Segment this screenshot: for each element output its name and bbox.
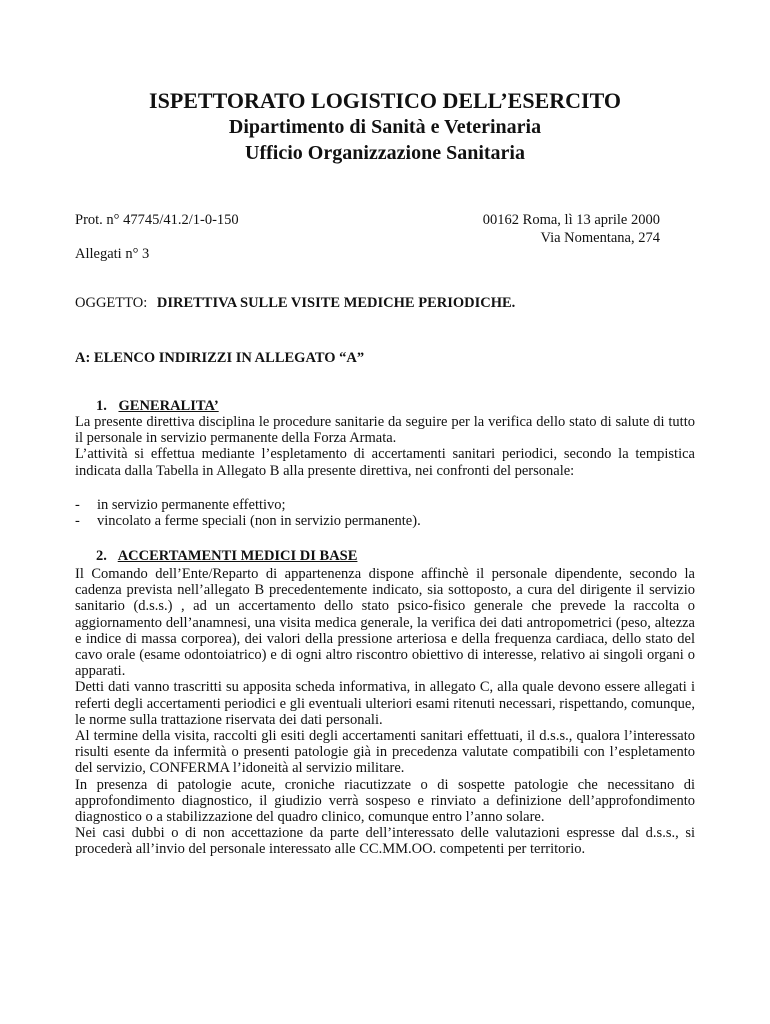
paragraph: Il Comando dell’Ente/Reparto di appartenenza dispone affinchè il personale dipendente, secondo la cadenza prevista nell’allegato B precedentemente indicato, sia sottoposto, a cura del dirigente il servizio sanitario (d.s.s.) , ad un accertamento dello stato psico-fisico generale che prevede la raccolta o aggiornamento dell’anamnesi, una visita medica generale, la verifica dei dati antropometrici (peso, altezza e indice di massa corporea), dei valori della pressione arteriosa e della frequenza cardiaca, dello stato del cavo orale (esame odontoiatrico) e di ogni altro riscontro obiettivo di interesse, relativo ai singoli organi o apparati.: [75, 566, 695, 680]
protocol-number: Prot. n° 47745/41.2/1-0-150: [75, 212, 239, 228]
letterhead-title: ISPETTORATO LOGISTICO DELL’ESERCITO: [149, 88, 621, 113]
paragraph: Nei casi dubbi o di non accettazione da parte dell’interessato delle valutazioni espresse dal d.s.s., si procederà all’invio del personale interessato alle CC.MM.OO. competenti per territorio.: [75, 825, 695, 858]
annex-heading: A: ELENCO INDIRIZZI IN ALLEGATO “A”: [75, 350, 365, 366]
section-1-title: GENERALITA’: [118, 398, 219, 414]
list-item: [75, 497, 695, 513]
section-2-heading: [96, 548, 357, 564]
list-dash: -: [75, 497, 80, 513]
paragraph: Detti dati vanno trascritti su apposita scheda informativa, in allegato C, alla quale devono essere allegati i referti degli accertamenti periodici e gli eventuali ulteriori esami ritenuti necessari, rispettando, comunque, le norme sulla trattazione riservata dei dati personali.: [75, 679, 695, 728]
section-2-body: [75, 566, 695, 858]
paragraph: Al termine della visita, raccolti gli esiti degli accertamenti sanitari effettuati, il d.s.s., qualora l’interessato risulti esente da infermità o presenti patologie già in precedenza valutate compatibili con l’espletamento del servizio, CONFERMA l’idoneità al servizio militare.: [75, 728, 695, 777]
letterhead: [0, 88, 770, 166]
address: Via Nomentana, 274: [540, 230, 660, 246]
section-1-heading: [96, 398, 219, 414]
section-1-number: 1.: [96, 398, 107, 414]
section-2-number: 2.: [96, 548, 107, 564]
list-item: [75, 513, 695, 529]
subject-text: DIRETTIVA SULLE VISITE MEDICHE PERIODICHE.: [156, 295, 516, 311]
section-1-body: [75, 414, 695, 479]
letterhead-department: Dipartimento di Sanità e Veterinaria: [228, 116, 542, 138]
list-item-text: in servizio permanente effettivo;: [97, 497, 286, 513]
subject-label: OGGETTO:: [75, 295, 148, 311]
attachments-count: Allegati n° 3: [75, 246, 150, 262]
personnel-list: [75, 497, 695, 529]
subject-line: [75, 295, 515, 311]
paragraph: In presenza di patologie acute, croniche riacutizzate o di sospette patologie che necessitano di approfondimento diagnostico, il giudizio verrà sospeso e rinviato a definizione dell’approfondimento diagnostico o a stabilizzazione del quadro clinico, comunque entro l’anno solare.: [75, 776, 695, 826]
section-2-title: ACCERTAMENTI MEDICI DI BASE: [117, 548, 358, 564]
list-dash: -: [75, 513, 80, 530]
paragraph: L’attività si effettua mediante l’espletamento di accertamenti sanitari periodici, secondo la tempistica indicata dalla Tabella in Allegato B alla presente direttiva, nei confronti del personale:: [75, 446, 695, 479]
place-date: 00162 Roma, lì 13 aprile 2000: [482, 212, 660, 228]
list-item-text: vincolato a ferme speciali (non in servizio permanente).: [97, 513, 421, 530]
letterhead-office: Ufficio Organizzazione Sanitaria: [245, 142, 525, 164]
paragraph: La presente direttiva disciplina le procedure sanitarie da seguire per la verifica dello stato di salute di tutto il personale in servizio permanente della Forza Armata.: [75, 414, 695, 447]
